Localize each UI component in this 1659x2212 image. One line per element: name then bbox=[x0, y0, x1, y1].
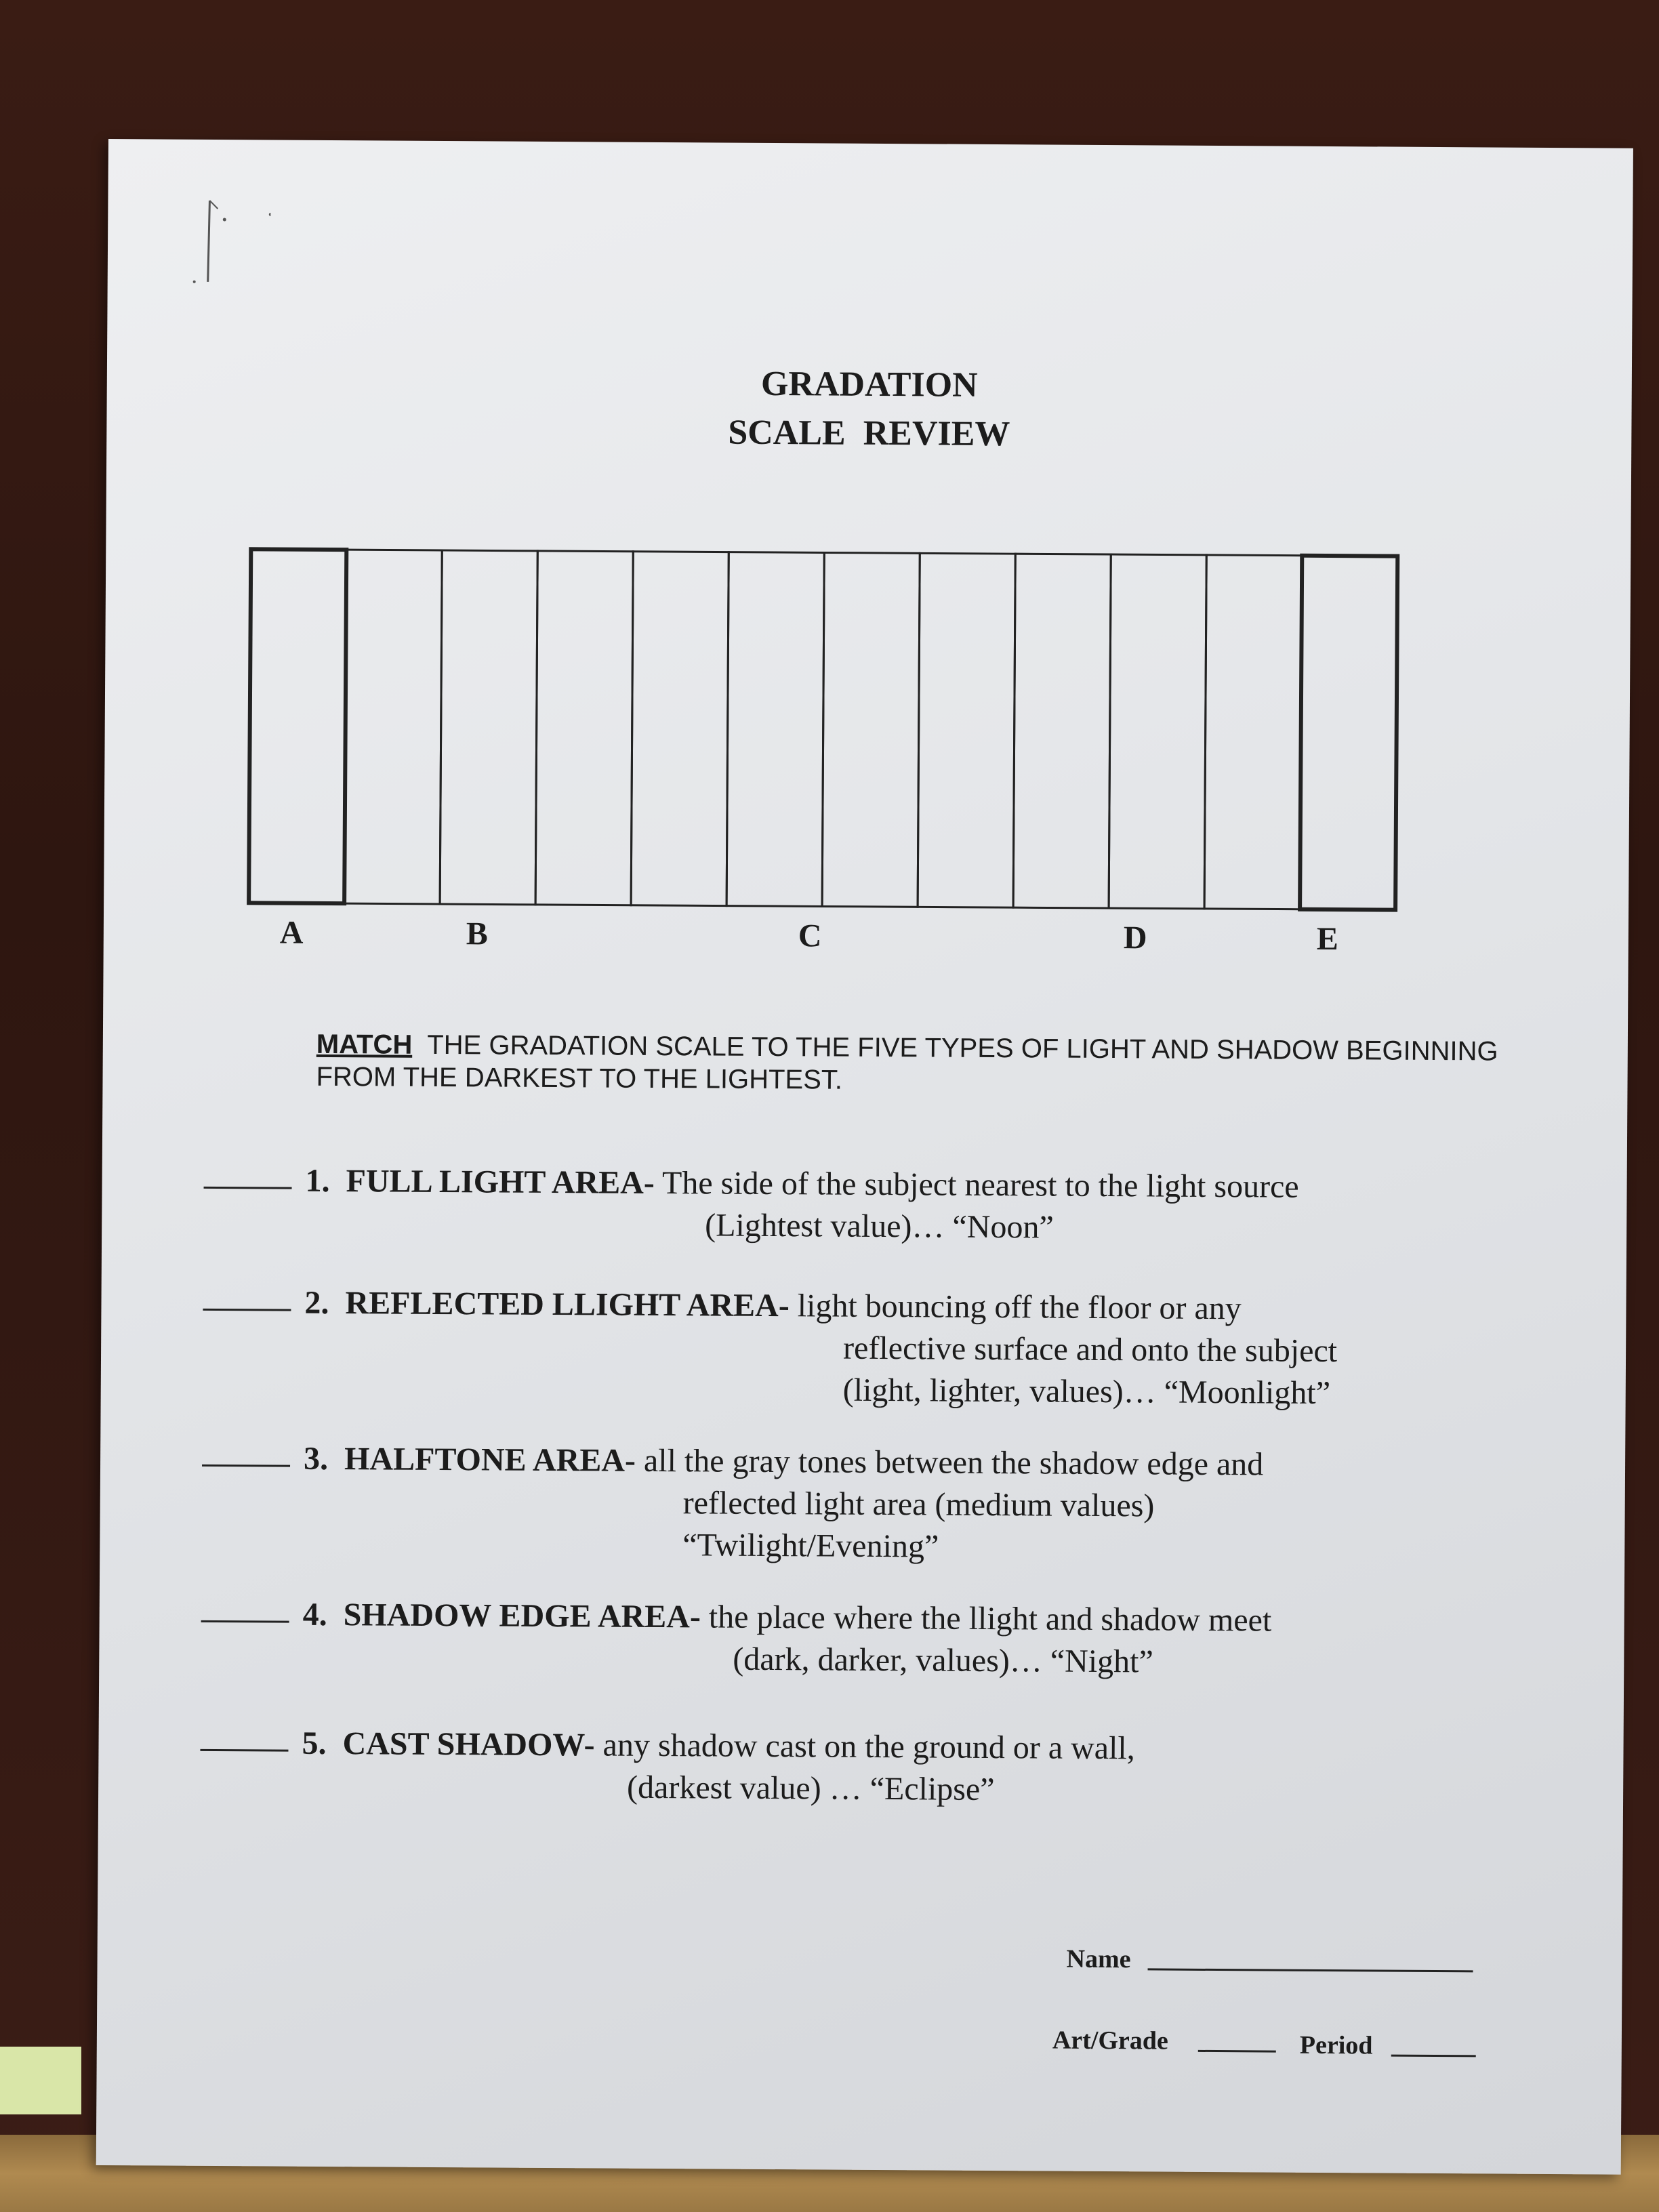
item-number: 3. bbox=[303, 1440, 329, 1477]
item-term: FULL LIGHT AREA- bbox=[346, 1163, 655, 1201]
item-term: CAST SHADOW- bbox=[342, 1725, 595, 1763]
scale-label-c: C bbox=[798, 918, 822, 954]
item-detail: “Twilight/Evening” bbox=[682, 1527, 939, 1565]
item-term: SHADOW EDGE AREA- bbox=[343, 1597, 701, 1635]
instruction-line-1: THE GRADATION SCALE TO THE FIVE TYPES OF LIGHT AND SHADOW BEGINNING bbox=[427, 1029, 1498, 1067]
item-number: 1. bbox=[305, 1162, 330, 1200]
scale-cell bbox=[1204, 555, 1302, 909]
item-term: HALFTONE AREA- bbox=[344, 1441, 636, 1479]
name-label: Name bbox=[1066, 1944, 1131, 1974]
scale-label-e: E bbox=[1316, 920, 1338, 958]
title-line-2: SCALE REVIEW bbox=[728, 413, 1010, 454]
worksheet-page bbox=[96, 139, 1633, 2175]
list-item bbox=[102, 1159, 1627, 1263]
art-grade-field[interactable] bbox=[1198, 2050, 1276, 2053]
answer-blank[interactable] bbox=[203, 1309, 291, 1311]
answer-blank[interactable] bbox=[200, 1749, 288, 1752]
item-description: the place where the llight and shadow meet bbox=[708, 1599, 1272, 1639]
item-description: light bouncing off the floor or any bbox=[797, 1288, 1242, 1327]
period-field[interactable] bbox=[1391, 2055, 1476, 2057]
instruction-keyword: MATCH bbox=[316, 1029, 413, 1060]
item-description: all the gray tones between the shadow edge and bbox=[643, 1442, 1264, 1483]
sticky-note-corner bbox=[0, 2047, 81, 2114]
item-number: 5. bbox=[302, 1725, 327, 1762]
answer-blank[interactable] bbox=[202, 1465, 290, 1467]
item-number: 2. bbox=[304, 1284, 329, 1322]
list-item bbox=[100, 1437, 1625, 1582]
scale-label-b: B bbox=[466, 916, 489, 952]
name-field[interactable] bbox=[1148, 1968, 1473, 1972]
item-description: any shadow cast on the ground or a wall, bbox=[602, 1727, 1135, 1767]
period-label: Period bbox=[1299, 2030, 1373, 2060]
item-detail: (light, lighter, values)… “Moonlight” bbox=[842, 1372, 1331, 1412]
scale-cell bbox=[249, 549, 346, 903]
scale-cell bbox=[440, 550, 537, 905]
instructions bbox=[316, 1028, 1604, 1101]
scale-cell bbox=[1300, 556, 1397, 910]
item-number: 4. bbox=[302, 1596, 327, 1633]
scale-cell bbox=[822, 552, 920, 907]
scale-cell bbox=[1013, 554, 1111, 908]
scale-cell bbox=[535, 551, 633, 905]
item-description: The side of the subject nearest to the light source bbox=[661, 1165, 1299, 1205]
title-line-1: GRADATION bbox=[760, 364, 978, 405]
list-item bbox=[98, 1721, 1624, 1826]
art-grade-label: Art/Grade bbox=[1052, 2026, 1168, 2055]
item-detail: (darkest value) … “Eclipse” bbox=[626, 1769, 995, 1808]
item-detail: reflected light area (medium values) bbox=[682, 1485, 1155, 1524]
answer-blank[interactable] bbox=[204, 1187, 292, 1189]
list-item bbox=[99, 1593, 1624, 1697]
scale-cell bbox=[1109, 554, 1206, 909]
item-detail: (dark, darker, values)… “Night” bbox=[733, 1641, 1153, 1680]
scale-cell bbox=[631, 552, 729, 906]
list-item bbox=[100, 1281, 1626, 1426]
item-detail: (Lightest value)… “Noon” bbox=[705, 1207, 1054, 1246]
scale-label-d: D bbox=[1123, 920, 1147, 956]
gradation-scale bbox=[246, 546, 1400, 912]
scale-cell bbox=[344, 550, 442, 904]
item-detail: reflective surface and onto the subject bbox=[842, 1330, 1338, 1370]
item-term: REFLECTED LLIGHT AREA- bbox=[345, 1285, 790, 1324]
scale-cell bbox=[918, 553, 1015, 907]
answer-blank[interactable] bbox=[201, 1620, 289, 1623]
scale-label-a: A bbox=[279, 914, 304, 951]
scale-cell bbox=[726, 552, 824, 907]
pencil-mark bbox=[189, 194, 271, 289]
instruction-line-2: FROM THE DARKEST TO THE LIGHTEST. bbox=[316, 1061, 843, 1095]
title-block bbox=[106, 356, 1632, 463]
